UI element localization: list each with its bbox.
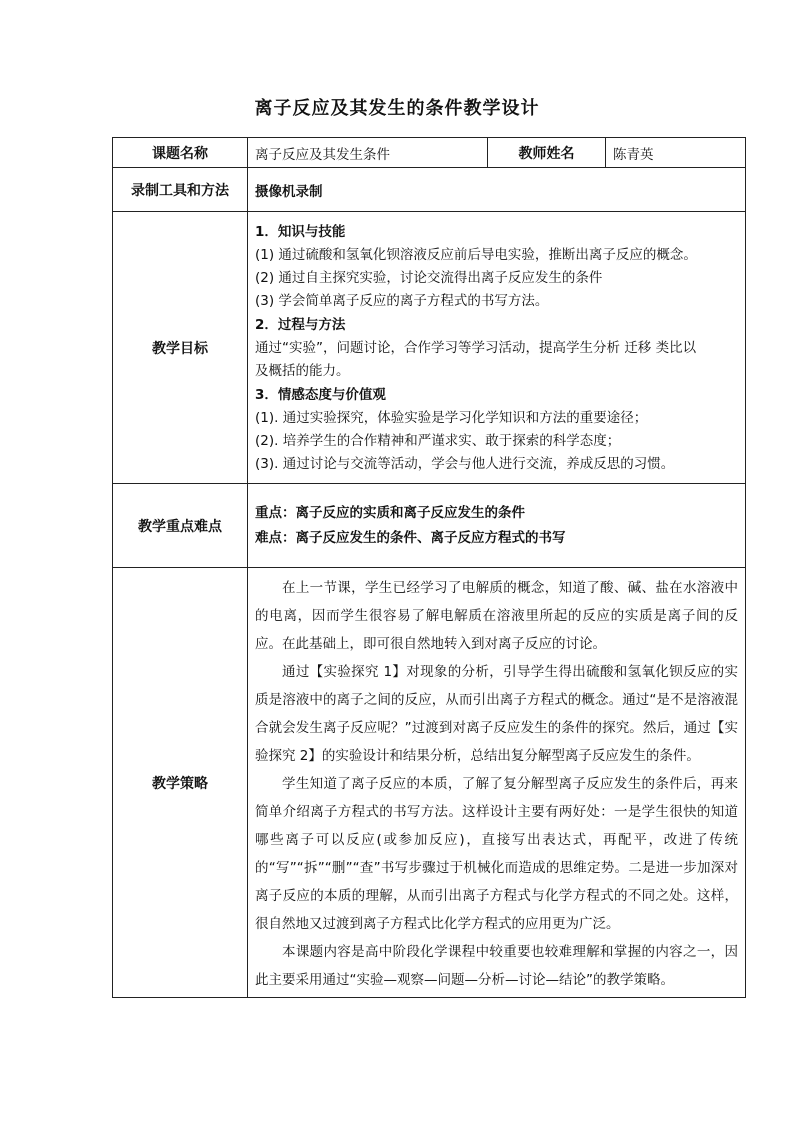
document-title: 离子反应及其发生的条件教学设计 bbox=[254, 98, 540, 119]
objectives-label: 教学目标 bbox=[113, 212, 248, 484]
objectives-item: (3) 学会简单离子反应的离子方程式的书写方法。 bbox=[255, 292, 549, 309]
objectives-row bbox=[113, 212, 746, 484]
teacher-name-value: 陈青英 bbox=[606, 138, 746, 168]
tools-label: 录制工具和方法 bbox=[113, 168, 248, 212]
tools-value: 摄像机录制 bbox=[248, 168, 746, 212]
strategy-content bbox=[248, 568, 746, 998]
strategy-paragraph: 本课题内容是高中阶段化学课程中较重要也较难理解和掌握的内容之一，因此主要采用通过“实验—观察—问题—分析—讨论—结论”的教学策略。 bbox=[255, 943, 738, 988]
strategy-row bbox=[113, 568, 746, 998]
strategy-label: 教学策略 bbox=[113, 568, 248, 998]
objectives-item: (2). 培养学生的合作精神和严谨求实、敢于探索的科学态度； bbox=[255, 432, 621, 449]
teacher-name-label: 教师姓名 bbox=[488, 138, 606, 168]
course-name-label: 课题名称 bbox=[113, 138, 248, 168]
course-name-value: 离子反应及其发生条件 bbox=[248, 138, 488, 168]
key-point-text: 重点：离子反应的实质和离子反应发生的条件 bbox=[255, 504, 525, 521]
objectives-section2-title: 2．过程与方法 bbox=[255, 316, 346, 333]
key-points-content bbox=[248, 484, 746, 568]
objectives-content bbox=[248, 212, 746, 484]
objectives-text-line: 通过“实验”，问题讨论，合作学习等学习活动，提高学生分析 迁移 类比以 bbox=[255, 339, 697, 356]
key-points-label: 教学重点难点 bbox=[113, 484, 248, 568]
strategy-paragraph: 学生知道了离子反应的本质，了解了复分解型离子反应发生的条件后，再来简单介绍离子方程式的书写方法。这样设计主要有两好处：一是学生很快的知道哪些离子可以反应(或参加反应)，直接写出表达式，再配平，改进了传统的“写”“拆”“删”“查”书写步骤过于机械化而造成的思维定势。二是进一步加深对离子反应的本质的理解，从而引出离子方程式与化学方程式的不同之处。这样，很自然地又过渡到离子方程式比化学方程式的应用更为广泛。 bbox=[255, 775, 738, 932]
objectives-item: (1). 通过实验探究，体验实验是学习化学知识和方法的重要途径； bbox=[255, 409, 648, 426]
objectives-section3-title: 3．情感态度与价值观 bbox=[255, 386, 386, 403]
tools-row bbox=[113, 168, 746, 212]
objectives-item: (3). 通过讨论与交流等活动，学会与他人进行交流，养成反思的习惯。 bbox=[255, 455, 675, 472]
objectives-section1-title: 1．知识与技能 bbox=[255, 223, 346, 240]
objectives-item: (1) 通过硫酸和氢氧化钡溶液反应前后导电实验，推断出离子反应的概念。 bbox=[255, 246, 697, 263]
difficult-point-text: 难点：离子反应发生的条件、离子反应方程式的书写 bbox=[255, 529, 566, 546]
objectives-item: (2) 通过自主探究实验，讨论交流得出离子反应发生的条件 bbox=[255, 269, 603, 286]
course-row bbox=[113, 138, 746, 168]
strategy-paragraph: 通过【实验探究 1】对现象的分析，引导学生得出硫酸和氢氧化钡反应的实质是溶液中的离子之间的反应，从而引出离子方程式的概念。通过“是不是溶液混合就会发生离子反应呢？”过渡到对离子反应发生的条件的探究。然后，通过【实验探究 2】的实验设计和结果分析，总结出复分解型离子反应发生的条件。 bbox=[255, 663, 738, 764]
strategy-paragraph: 在上一节课，学生已经学习了电解质的概念，知道了酸、碱、盐在水溶液中的电离，因而学生很容易了解电解质在溶液里所起的反应的实质是离子间的反应。在此基础上，即可很自然地转入到对离子反应的讨论。 bbox=[255, 579, 738, 652]
key-points-row bbox=[113, 484, 746, 568]
lesson-plan-table bbox=[112, 137, 746, 998]
objectives-text-line: 及概括的能力。 bbox=[255, 362, 350, 379]
